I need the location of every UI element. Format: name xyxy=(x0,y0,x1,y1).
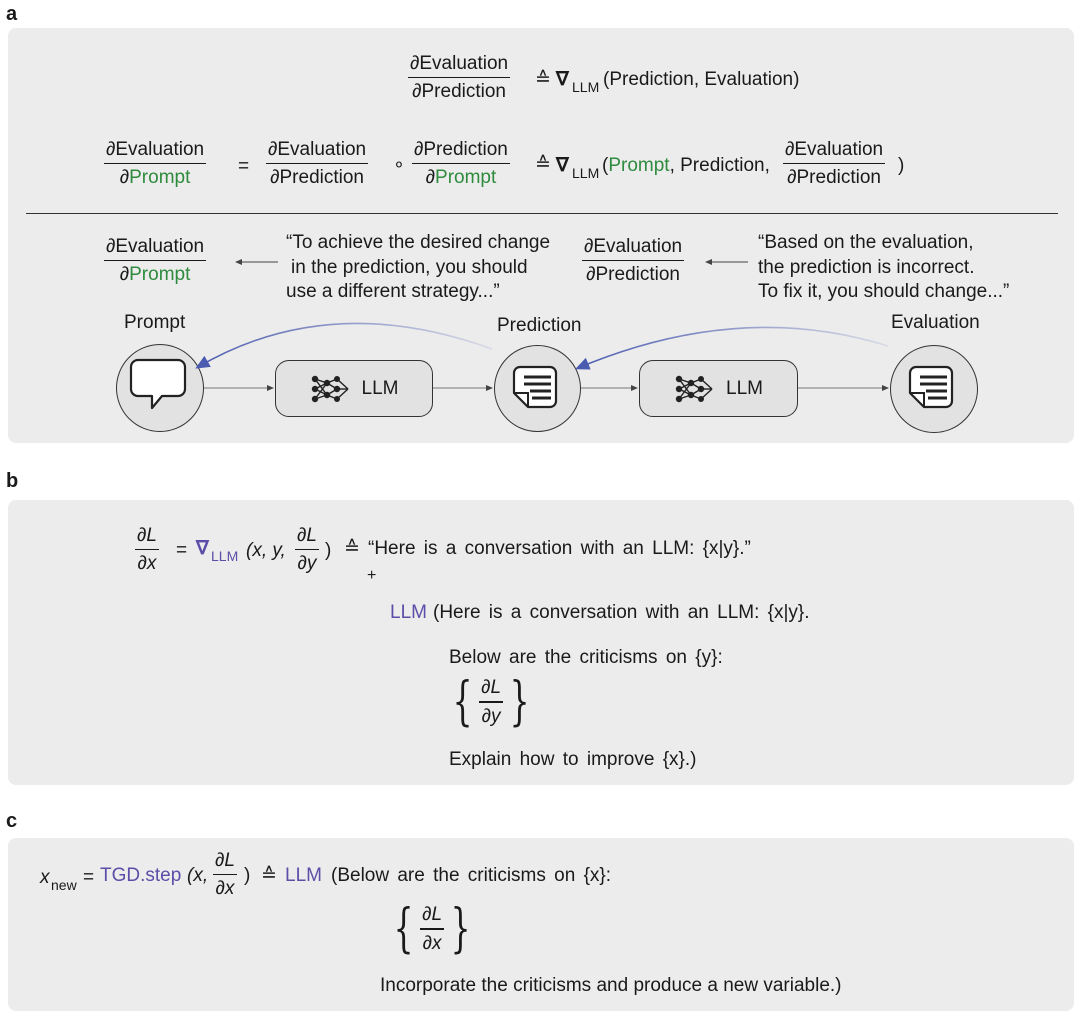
eq2-f2-den: ∂Prompt xyxy=(425,167,497,189)
c-brace-den: ∂x xyxy=(422,932,442,954)
b-line1: “Here is a conversation with an LLM: {x|y}.” xyxy=(368,538,751,559)
c-tgd-step: TGD.step xyxy=(100,865,182,886)
b-lhs-fraction xyxy=(135,526,159,573)
quote1-line1: “To achieve the desired change xyxy=(286,232,551,253)
b-brace-fraction xyxy=(479,678,503,725)
c-x-sub: new xyxy=(51,877,77,893)
eq1-numerator: ∂Evaluation xyxy=(410,53,509,74)
eq2-nabla-sub: LLM xyxy=(572,165,600,181)
row3-left-num: ∂Evaluation xyxy=(106,236,205,257)
eq2-lhs-den: ∂Prompt xyxy=(119,167,191,189)
c-args-close: ) xyxy=(244,865,251,886)
eq1-nabla: ∇ xyxy=(556,69,569,90)
document-icon-evaluation xyxy=(910,367,952,407)
eq2-lhs-num: ∂Evaluation xyxy=(106,139,205,160)
c-line2: Incorporate the criticisms and produce a new variable.) xyxy=(380,975,842,996)
c-equals: = xyxy=(83,867,95,888)
eq2-f1-den: ∂Prediction xyxy=(270,167,364,189)
b-equals: = xyxy=(176,540,188,561)
row3-mid-den: ∂Prediction xyxy=(586,264,680,286)
b-arg-den: ∂y xyxy=(297,553,317,575)
prompt-label: Prompt xyxy=(124,312,186,333)
b-brace-den: ∂y xyxy=(481,705,501,727)
quote2-line1: “Based on the evaluation, xyxy=(758,232,974,253)
b-arg-num: ∂L xyxy=(297,525,317,546)
quote2-line2: the prediction is incorrect. xyxy=(758,257,975,278)
row3-left-den: ∂Prompt xyxy=(119,264,191,286)
b-line3: Below are the criticisms on {y}: xyxy=(449,647,723,668)
eq2-f3-num: ∂Evaluation xyxy=(785,139,884,160)
eq1-args: (Prediction, Evaluation) xyxy=(603,69,800,90)
eq2-defeq: ≙ xyxy=(535,154,551,175)
quote1-line3: use a different strategy...” xyxy=(286,281,500,302)
c-brace-group xyxy=(387,899,477,959)
panel-a-letter: a xyxy=(6,3,18,25)
c-line1: (Below are the criticisms on {x}: xyxy=(331,865,612,886)
c-defeq: ≙ xyxy=(261,865,277,886)
quote2-line3: To fix it, you should change...” xyxy=(758,281,1010,302)
b-brace-left: { xyxy=(452,672,473,732)
eq1-defeq: ≙ xyxy=(535,69,551,90)
b-args-close: ) xyxy=(325,540,332,561)
llm-box-2-label: LLM xyxy=(726,377,763,399)
feedback-arrow-prediction-to-prompt xyxy=(198,323,492,367)
eq2-equals: = xyxy=(238,156,250,177)
speech-bubble-icon xyxy=(131,360,185,408)
prediction-label: Prediction xyxy=(497,315,582,336)
b-brace-num: ∂L xyxy=(481,677,502,699)
row3-mid-num: ∂Evaluation xyxy=(584,236,683,257)
b-plus: + xyxy=(367,567,377,584)
document-icon-prediction xyxy=(514,367,556,407)
b-brace-group xyxy=(446,672,536,732)
c-brace-left: { xyxy=(393,899,414,959)
b-line2: (Here is a conversation with an LLM: {x|y}. xyxy=(433,602,810,623)
b-args-open: (x, y, xyxy=(246,540,286,561)
eq2-f3-den: ∂Prediction xyxy=(787,167,881,189)
eq2-f2-num: ∂Prediction xyxy=(414,139,508,160)
c-arg-den: ∂x xyxy=(215,878,235,900)
panel-b-letter: b xyxy=(6,470,19,492)
feedback-arrow-evaluation-to-prediction xyxy=(578,327,888,368)
c-arg-fraction xyxy=(213,851,237,898)
b-nabla: ∇ xyxy=(196,538,209,559)
c-brace-num: ∂L xyxy=(422,904,443,926)
b-defeq: ≙ xyxy=(344,538,360,559)
b-brace-right: } xyxy=(509,672,530,732)
eq1-denominator: ∂Prediction xyxy=(412,81,506,103)
b-arg-fraction xyxy=(295,526,319,573)
eq2-close: ) xyxy=(898,155,905,176)
b-llm-word: LLM xyxy=(390,602,427,623)
c-args-open: (x, xyxy=(187,865,209,886)
eq2-f1-num: ∂Evaluation xyxy=(268,139,367,160)
c-x: x xyxy=(40,867,50,888)
c-llm-word: LLM xyxy=(285,865,322,886)
eq2-args: (Prompt, Prediction, xyxy=(602,155,770,176)
panel-c-letter: c xyxy=(6,810,18,832)
b-nabla-sub: LLM xyxy=(211,548,239,564)
evaluation-label: Evaluation xyxy=(891,312,980,333)
b-line4: Explain how to improve {x}.) xyxy=(449,749,697,770)
eq1-nabla-sub: LLM xyxy=(572,79,600,95)
c-brace-fraction xyxy=(420,905,444,952)
eq2-nabla: ∇ xyxy=(556,155,569,176)
llm-box-1-label: LLM xyxy=(361,377,399,399)
b-lhs-num: ∂L xyxy=(137,525,157,546)
c-brace-right: } xyxy=(450,899,471,959)
eq2-compose: ∘ xyxy=(393,155,405,176)
b-lhs-den: ∂x xyxy=(137,553,157,575)
c-arg-num: ∂L xyxy=(215,850,235,871)
quote1-line2: in the prediction, you should xyxy=(291,257,528,278)
